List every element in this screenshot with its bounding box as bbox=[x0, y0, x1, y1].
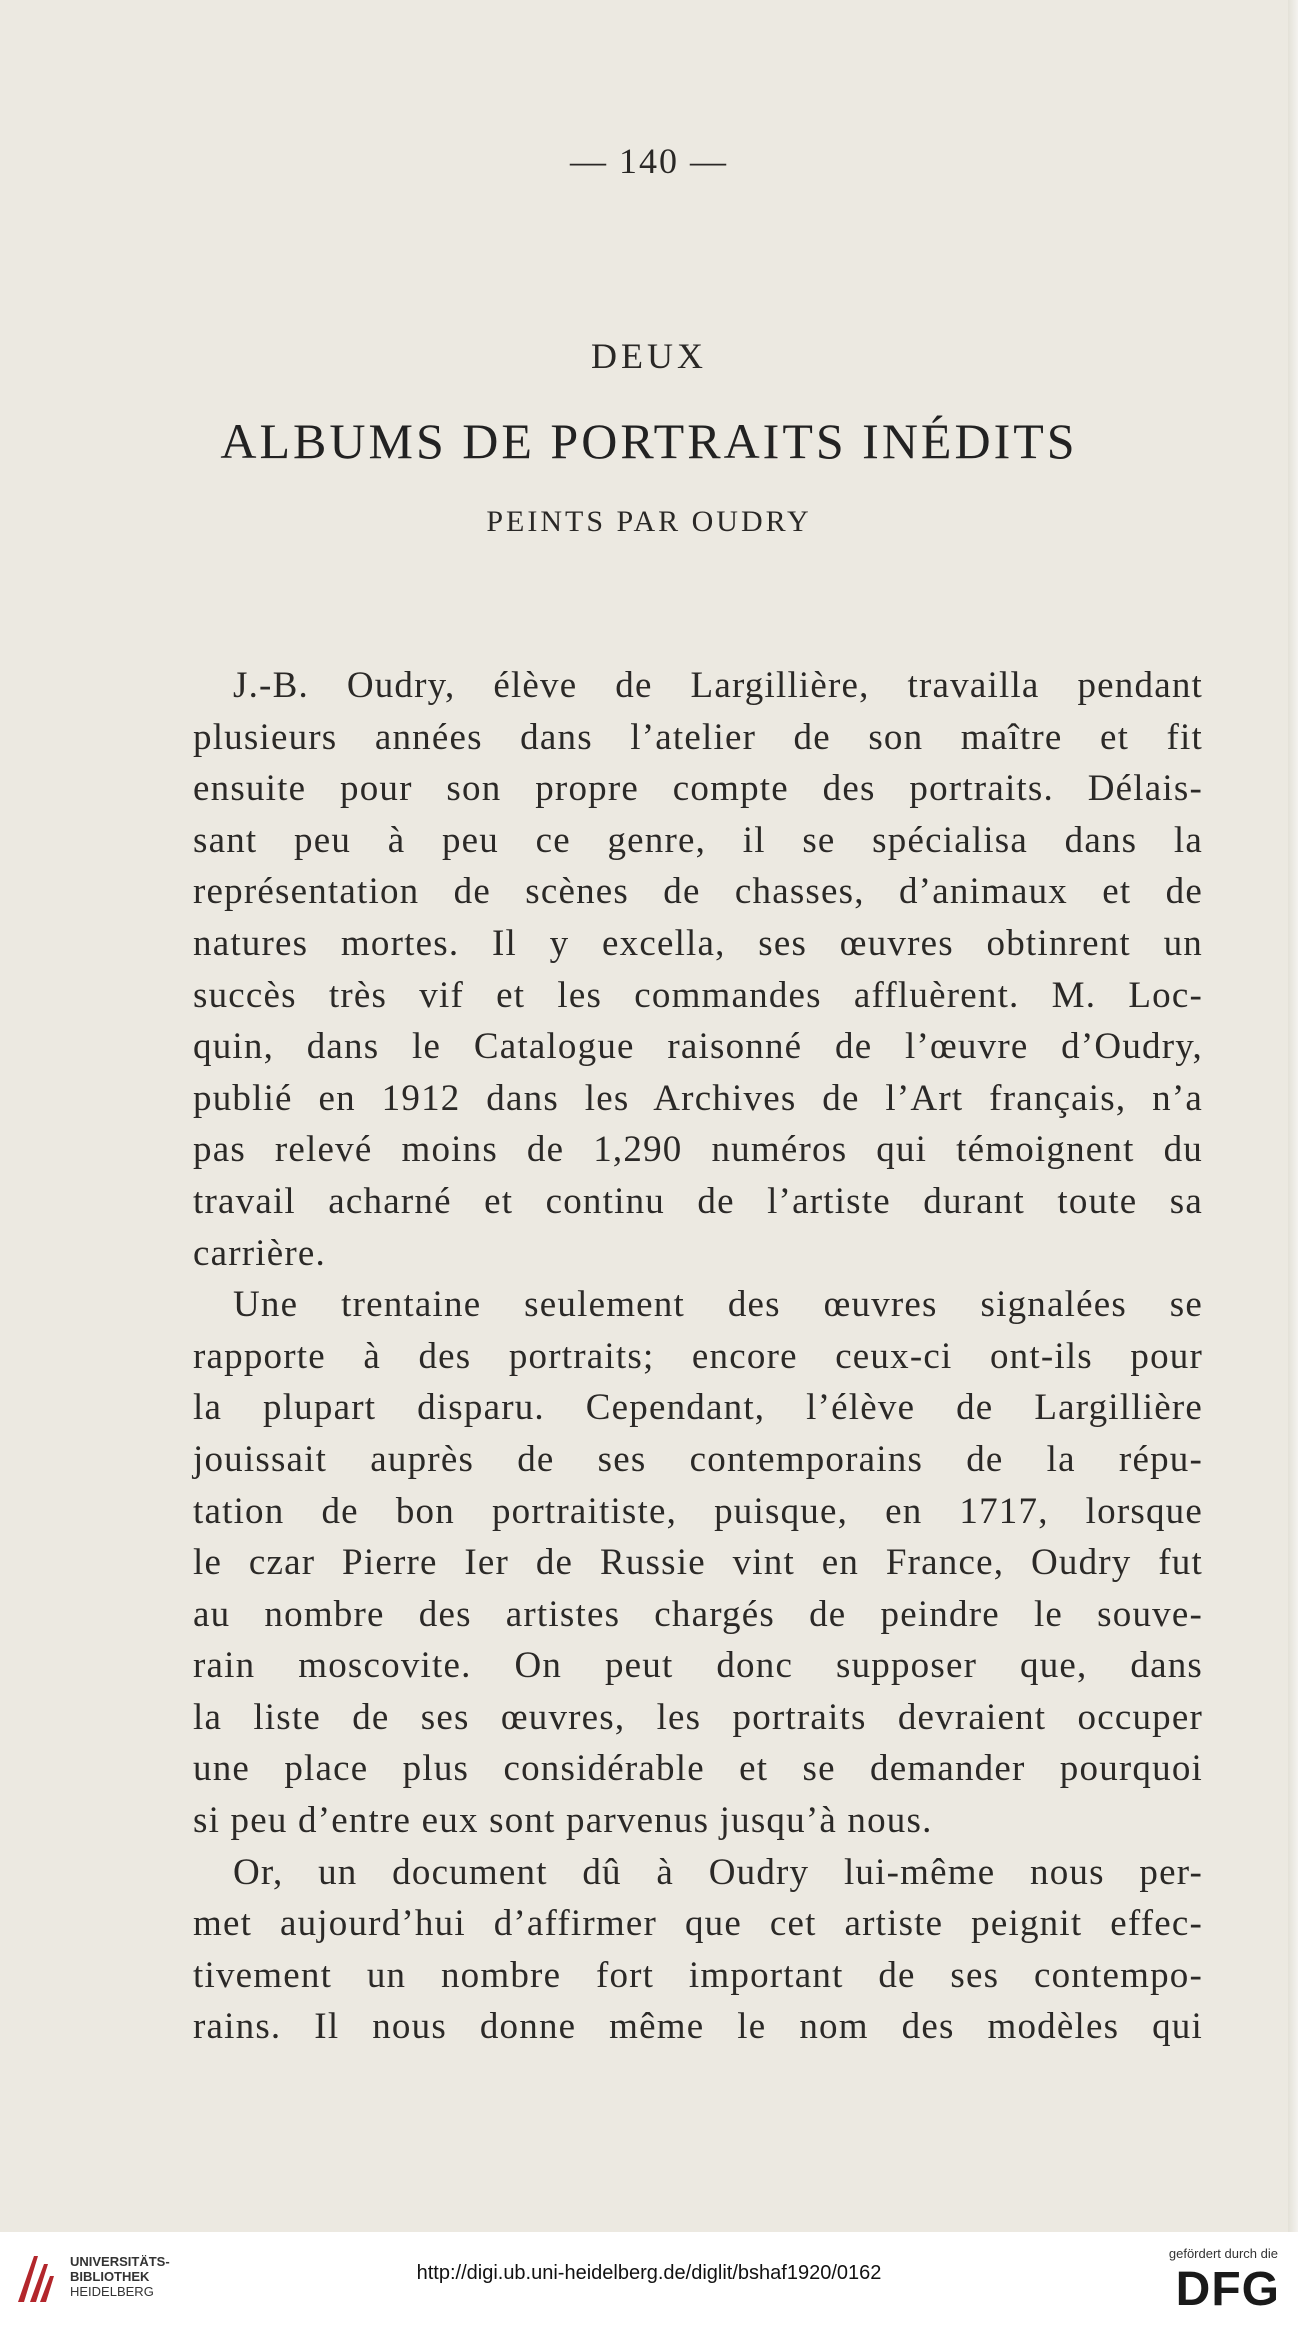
funded-by-label: gefördert durch die bbox=[1168, 2246, 1278, 2261]
text-line: plusieurs années dans l’atelier de son maître et fit bbox=[193, 716, 1203, 758]
article-title: ALBUMS DE PORTRAITS INÉDITS bbox=[220, 413, 1078, 469]
text-line: ensuite pour son propre compte des portraits. Délais- bbox=[193, 768, 1203, 810]
text-line: travail acharné et continu de l’artiste durant toute sa bbox=[193, 1180, 1203, 1222]
text-line: pas relevé moins de 1,290 numéros qui témoignent du bbox=[193, 1129, 1203, 1171]
library-name-line: HEIDELBERG bbox=[70, 2284, 154, 2299]
text-line: quin, dans le Catalogue raisonné de l’œuvre d’Oudry, bbox=[193, 1026, 1203, 1068]
text-line: carrière. bbox=[193, 1232, 326, 1274]
text-line: tation de bon portraitiste, puisque, en 1717, lorsque bbox=[193, 1490, 1203, 1532]
text-line: Or, un document dû à Oudry lui-même nous per- bbox=[233, 1851, 1203, 1893]
text-line: natures mortes. Il y excella, ses œuvres obtinrent un bbox=[193, 922, 1203, 964]
text-line: si peu d’entre eux sont parvenus jusqu’à nous. bbox=[193, 1800, 933, 1842]
text-line: rains. Il nous donne même le nom des modèles qui bbox=[193, 2006, 1203, 2048]
permalink[interactable]: http://digi.ub.uni-heidelberg.de/diglit/bshaf1920/0162 bbox=[416, 2262, 882, 2284]
text-line: une place plus considérable et se demander pourquoi bbox=[193, 1748, 1203, 1790]
text-line: rain moscovite. On peut donc supposer que, dans bbox=[193, 1645, 1203, 1687]
viewer-footer bbox=[0, 2232, 1298, 2325]
text-line: sant peu à peu ce genre, il se spécialisa dans la bbox=[193, 819, 1203, 861]
text-line: J.-B. Oudry, élève de Largillière, travailla pendant bbox=[233, 665, 1203, 706]
article-subtitle: PEINTS PAR OUDRY bbox=[486, 505, 812, 538]
dfg-logo: DFG bbox=[1175, 2263, 1280, 2316]
text-line: la liste de ses œuvres, les portraits devraient occuper bbox=[193, 1696, 1203, 1738]
library-name-line: UNIVERSITÄTS- bbox=[70, 2254, 170, 2269]
library-name-line: BIBLIOTHEK bbox=[70, 2269, 150, 2284]
text-line: Une trentaine seulement des œuvres signalées se bbox=[233, 1284, 1203, 1326]
text-line: met aujourd’hui d’affirmer que cet artiste peignit effec- bbox=[193, 1903, 1203, 1945]
text-line: tivement un nombre fort important de ses contempo- bbox=[193, 1954, 1203, 1996]
text-line: le czar Pierre Ier de Russie vint en France, Oudry fut bbox=[193, 1542, 1203, 1584]
text-line: publié en 1912 dans les Archives de l’Art français, n’a bbox=[193, 1077, 1203, 1119]
text-line: au nombre des artistes chargés de peindre le souve- bbox=[193, 1593, 1203, 1635]
text-line: succès très vif et les commandes affluèrent. M. Loc- bbox=[193, 974, 1203, 1016]
text-line: jouissait auprès de ses contemporains de la répu- bbox=[193, 1438, 1203, 1480]
article-kicker: DEUX bbox=[591, 336, 707, 376]
text-line: rapporte à des portraits; encore ceux-ci ont-ils pour bbox=[193, 1335, 1203, 1377]
text-line: la plupart disparu. Cependant, l’élève de Largillière bbox=[193, 1387, 1203, 1429]
text-line: représentation de scènes de chasses, d’animaux et de bbox=[193, 871, 1203, 913]
article-body bbox=[193, 660, 1203, 2053]
page-number: — 140 — bbox=[570, 141, 728, 181]
